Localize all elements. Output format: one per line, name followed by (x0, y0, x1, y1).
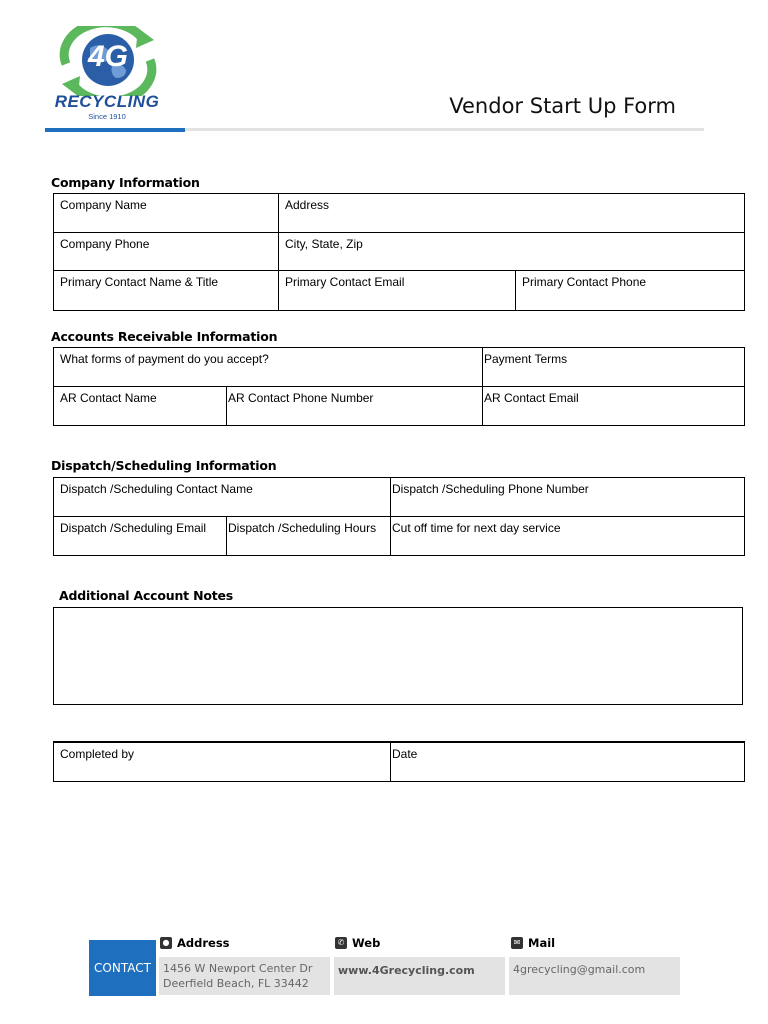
company-phone-label: Company Phone (60, 237, 150, 251)
primary-contact-phone-label: Primary Contact Phone (522, 275, 647, 289)
footer-address-line2: Deerfield Beach, FL 33442 (163, 977, 309, 990)
completed-by-label: Completed by (60, 747, 135, 761)
header-rule-accent (45, 128, 185, 132)
contact-tab (89, 940, 156, 996)
ar-info-table (53, 347, 745, 426)
ar-contact-phone-field[interactable] (227, 387, 483, 426)
document-title: Vendor Start Up Form (449, 94, 676, 118)
cutoff-time-field[interactable] (391, 517, 745, 556)
payment-terms-field[interactable] (483, 348, 745, 387)
logo-wordmark: RECYCLING (54, 92, 160, 111)
footer-address-box (159, 957, 330, 995)
logo-since: Since 1910 (88, 112, 126, 121)
date-field[interactable] (391, 742, 745, 781)
footer-web-box (334, 957, 505, 995)
payment-terms-label: Payment Terms (484, 352, 568, 366)
ar-contact-name-field[interactable] (54, 387, 227, 426)
dispatch-phone-label: Dispatch /Scheduling Phone Number (392, 482, 589, 496)
footer-mail-title: Mail (528, 936, 556, 950)
section-title-dispatch: Dispatch/Scheduling Information (51, 458, 277, 473)
primary-contact-email-field[interactable] (279, 271, 516, 311)
company-logo (52, 26, 164, 122)
company-phone-field[interactable] (54, 233, 279, 271)
company-name-field[interactable] (54, 194, 279, 233)
dispatch-phone-field[interactable] (391, 478, 745, 517)
footer-mail-box (509, 957, 680, 995)
contact-label: CONTACT (94, 961, 151, 975)
mail-icon: ✉ (511, 937, 523, 949)
ar-contact-phone-label: AR Contact Phone Number (228, 391, 374, 405)
footer-mail-heading (511, 936, 555, 950)
additional-notes-field[interactable] (53, 607, 743, 705)
primary-contact-name-field[interactable] (54, 271, 279, 311)
phone-icon: ✆ (335, 937, 347, 949)
dispatch-email-field[interactable] (54, 517, 227, 556)
city-state-zip-label: City, State, Zip (285, 237, 363, 251)
primary-contact-email-label: Primary Contact Email (285, 275, 405, 289)
section-title-notes: Additional Account Notes (59, 588, 234, 603)
dispatch-hours-field[interactable] (227, 517, 391, 556)
ar-contact-name-label: AR Contact Name (60, 391, 157, 405)
address-field[interactable] (279, 194, 745, 233)
footer-address-heading (160, 936, 230, 950)
date-label: Date (392, 747, 418, 761)
section-title-ar: Accounts Receivable Information (51, 329, 278, 344)
dispatch-email-label: Dispatch /Scheduling Email (60, 521, 207, 535)
logo-mark-text: 4G (88, 40, 129, 73)
company-name-label: Company Name (60, 198, 147, 212)
company-info-table (53, 193, 745, 311)
dispatch-info-table (53, 477, 745, 556)
payment-forms-field[interactable] (54, 348, 483, 387)
footer-web-heading (335, 936, 380, 950)
cutoff-time-label: Cut off time for next day service (392, 521, 561, 535)
payment-forms-label: What forms of payment do you accept? (60, 352, 269, 366)
section-title-company: Company Information (51, 175, 200, 190)
address-label: Address (285, 198, 330, 212)
primary-contact-name-label: Primary Contact Name & Title (60, 275, 219, 289)
ar-contact-email-label: AR Contact Email (484, 391, 579, 405)
footer-address-title: Address (177, 936, 230, 950)
dispatch-hours-label: Dispatch /Scheduling Hours (228, 521, 377, 535)
footer-mail-link[interactable]: 4grecycling@gmail.com (513, 963, 646, 976)
city-state-zip-field[interactable] (279, 233, 745, 271)
dispatch-contact-name-field[interactable] (54, 478, 391, 517)
footer-web-title: Web (352, 936, 381, 950)
footer-web-link[interactable]: www.4Grecycling.com (338, 964, 475, 977)
footer-address-line1: 1456 W Newport Center Dr (163, 962, 313, 975)
completed-by-field[interactable] (54, 742, 391, 781)
primary-contact-phone-field[interactable] (516, 271, 745, 311)
completion-table (53, 741, 745, 782)
ar-contact-email-field[interactable] (483, 387, 745, 426)
header-rule (185, 128, 704, 131)
dispatch-contact-name-label: Dispatch /Scheduling Contact Name (60, 482, 253, 496)
location-pin-icon: ● (160, 937, 172, 949)
